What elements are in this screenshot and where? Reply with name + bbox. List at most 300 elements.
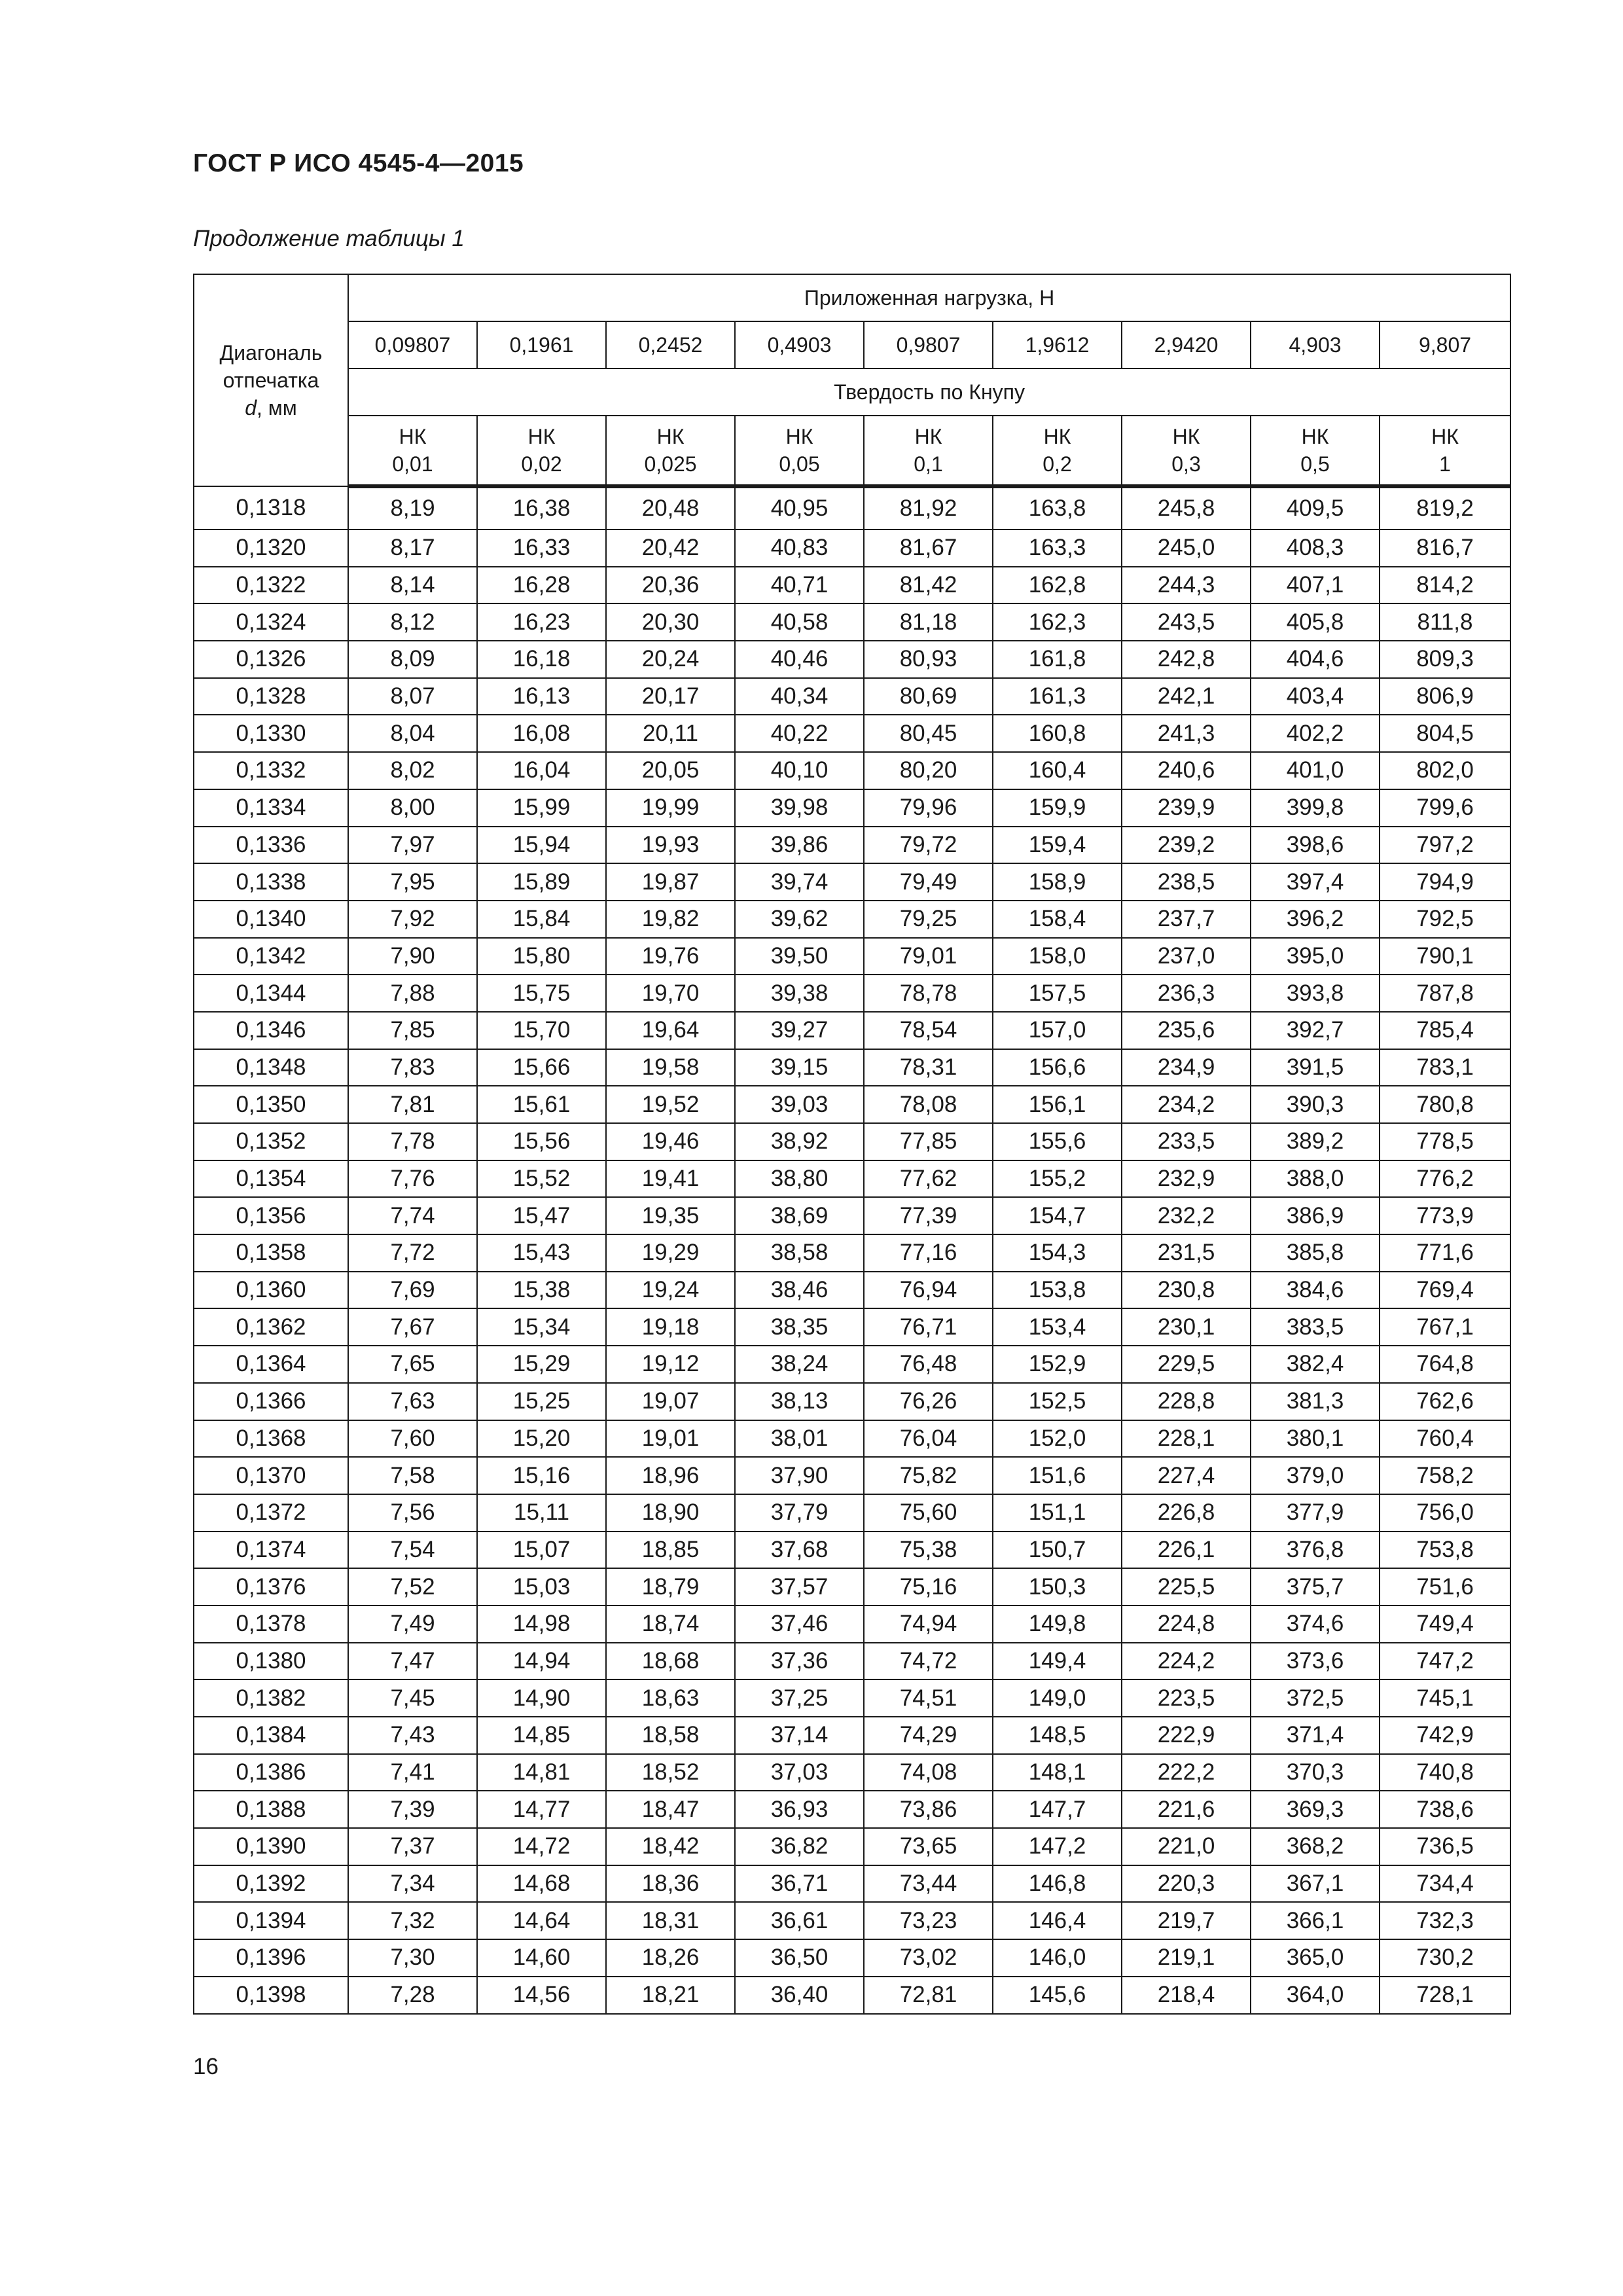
hardness-cell: 7,63: [348, 1383, 477, 1420]
hardness-cell: 18,68: [606, 1643, 735, 1680]
hardness-cell: 223,5: [1122, 1679, 1251, 1717]
hardness-cell: 231,5: [1122, 1234, 1251, 1272]
hardness-cell: 16,33: [477, 529, 606, 567]
hardness-cell: 37,25: [735, 1679, 864, 1717]
hardness-cell: 158,4: [993, 901, 1122, 938]
hardness-cell: 74,94: [864, 1605, 993, 1643]
hardness-cell: 79,72: [864, 827, 993, 864]
hardness-cell: 20,30: [606, 603, 735, 641]
scale-cell: [1122, 416, 1251, 486]
table-row: [194, 1197, 1510, 1234]
hardness-cell: 15,25: [477, 1383, 606, 1420]
hardness-cell: 776,2: [1380, 1160, 1510, 1198]
table-row: [194, 486, 1510, 529]
table-row: [194, 1977, 1510, 2014]
hardness-cell: 403,4: [1251, 678, 1380, 715]
hardness-cell: 19,76: [606, 938, 735, 975]
hardness-cell: 38,80: [735, 1160, 864, 1198]
hardness-cell: 163,8: [993, 486, 1122, 529]
table-row: [194, 1643, 1510, 1680]
hardness-cell: 811,8: [1380, 603, 1510, 641]
hardness-cell: 36,93: [735, 1791, 864, 1828]
hardness-cell: 14,72: [477, 1828, 606, 1865]
load-value-cell: 4,903: [1251, 321, 1380, 368]
hardness-cell: 20,42: [606, 529, 735, 567]
hardness-cell: 233,5: [1122, 1123, 1251, 1160]
diagonal-column-header: [194, 274, 348, 486]
diagonal-cell: 0,1344: [194, 975, 348, 1012]
hardness-cell: 16,38: [477, 486, 606, 529]
hardness-cell: 8,04: [348, 715, 477, 752]
table-row: [194, 1717, 1510, 1754]
hardness-cell: 235,6: [1122, 1012, 1251, 1049]
hardness-cell: 37,03: [735, 1754, 864, 1791]
hardness-cell: 18,63: [606, 1679, 735, 1717]
hardness-header: Твердость по Кнупу: [348, 368, 1510, 416]
table-row: [194, 938, 1510, 975]
hardness-cell: 385,8: [1251, 1234, 1380, 1272]
diagonal-cell: 0,1378: [194, 1605, 348, 1643]
hardness-cell: 18,85: [606, 1532, 735, 1569]
scale-value: 0,3: [1171, 452, 1201, 476]
hardness-cell: 152,0: [993, 1420, 1122, 1458]
load-value-cell: 0,9807: [864, 321, 993, 368]
diagonal-cell: 0,1356: [194, 1197, 348, 1234]
hardness-cell: 242,8: [1122, 641, 1251, 678]
hardness-cell: 792,5: [1380, 901, 1510, 938]
hardness-cell: 19,70: [606, 975, 735, 1012]
diagonal-cell: 0,1326: [194, 641, 348, 678]
hardness-cell: 244,3: [1122, 567, 1251, 604]
hardness-cell: 373,6: [1251, 1643, 1380, 1680]
hardness-cell: 39,98: [735, 789, 864, 827]
hardness-cell: 18,21: [606, 1977, 735, 2014]
table-row: [194, 1939, 1510, 1977]
hardness-cell: 18,42: [606, 1828, 735, 1865]
load-value-cell: 0,4903: [735, 321, 864, 368]
hardness-cell: 18,47: [606, 1791, 735, 1828]
hardness-cell: 20,24: [606, 641, 735, 678]
hardness-cell: 73,86: [864, 1791, 993, 1828]
hardness-cell: 7,43: [348, 1717, 477, 1754]
hardness-cell: 39,86: [735, 827, 864, 864]
load-header: Приложенная нагрузка, Н: [348, 274, 1510, 321]
hardness-cell: 226,8: [1122, 1494, 1251, 1532]
hardness-cell: 14,81: [477, 1754, 606, 1791]
diagonal-cell: 0,1372: [194, 1494, 348, 1532]
diagonal-cell: 0,1360: [194, 1272, 348, 1309]
hardness-cell: 8,09: [348, 641, 477, 678]
diagonal-cell: 0,1390: [194, 1828, 348, 1865]
hardness-cell: 7,34: [348, 1865, 477, 1903]
diagonal-header-line1: Диагональ: [219, 341, 323, 365]
hardness-cell: 366,1: [1251, 1902, 1380, 1939]
diagonal-cell: 0,1368: [194, 1420, 348, 1458]
hardness-cell: 38,69: [735, 1197, 864, 1234]
hardness-cell: 162,3: [993, 603, 1122, 641]
hardness-cell: 7,54: [348, 1532, 477, 1569]
hardness-cell: 764,8: [1380, 1346, 1510, 1383]
hardness-cell: 245,0: [1122, 529, 1251, 567]
hardness-cell: 15,80: [477, 938, 606, 975]
hardness-cell: 14,56: [477, 1977, 606, 2014]
diagonal-cell: 0,1352: [194, 1123, 348, 1160]
hardness-cell: 232,2: [1122, 1197, 1251, 1234]
hardness-cell: 19,07: [606, 1383, 735, 1420]
load-value-cell: 1,9612: [993, 321, 1122, 368]
hardness-cell: 7,92: [348, 901, 477, 938]
scale-code: НК: [399, 425, 427, 448]
hardness-cell: 7,58: [348, 1457, 477, 1494]
hardness-cell: 751,6: [1380, 1568, 1510, 1605]
table-row: [194, 1308, 1510, 1346]
hardness-cell: 7,90: [348, 938, 477, 975]
hardness-cell: 159,4: [993, 827, 1122, 864]
hardness-cell: 40,83: [735, 529, 864, 567]
hardness-cell: 369,3: [1251, 1791, 1380, 1828]
hardness-cell: 149,0: [993, 1679, 1122, 1717]
hardness-cell: 758,2: [1380, 1457, 1510, 1494]
hardness-cell: 39,38: [735, 975, 864, 1012]
scale-value: 0,5: [1300, 452, 1330, 476]
hardness-cell: 19,99: [606, 789, 735, 827]
hardness-cell: 80,45: [864, 715, 993, 752]
hardness-cell: 78,08: [864, 1086, 993, 1123]
hardness-cell: 81,92: [864, 486, 993, 529]
hardness-cell: 384,6: [1251, 1272, 1380, 1309]
hardness-cell: 19,24: [606, 1272, 735, 1309]
hardness-cell: 16,13: [477, 678, 606, 715]
hardness-cell: 7,69: [348, 1272, 477, 1309]
hardness-cell: 77,85: [864, 1123, 993, 1160]
hardness-cell: 375,7: [1251, 1568, 1380, 1605]
scale-code: НК: [785, 425, 813, 448]
table-head: [194, 274, 1510, 486]
scale-value: 1: [1439, 452, 1451, 476]
table-row: [194, 1272, 1510, 1309]
hardness-cell: 38,92: [735, 1123, 864, 1160]
hardness-cell: 241,3: [1122, 715, 1251, 752]
table-row: [194, 1754, 1510, 1791]
hardness-cell: 389,2: [1251, 1123, 1380, 1160]
hardness-cell: 408,3: [1251, 529, 1380, 567]
diagonal-cell: 0,1364: [194, 1346, 348, 1383]
hardness-cell: 20,11: [606, 715, 735, 752]
hardness-cell: 234,9: [1122, 1049, 1251, 1086]
hardness-cell: 732,3: [1380, 1902, 1510, 1939]
hardness-cell: 7,28: [348, 1977, 477, 2014]
hardness-cell: 785,4: [1380, 1012, 1510, 1049]
hardness-cell: 15,61: [477, 1086, 606, 1123]
table-row: [194, 1679, 1510, 1717]
hardness-cell: 18,58: [606, 1717, 735, 1754]
hardness-cell: 7,83: [348, 1049, 477, 1086]
hardness-cell: 79,01: [864, 938, 993, 975]
diagonal-cell: 0,1380: [194, 1643, 348, 1680]
hardness-cell: 771,6: [1380, 1234, 1510, 1272]
hardness-cell: 15,47: [477, 1197, 606, 1234]
hardness-cell: 160,4: [993, 752, 1122, 789]
hardness-cell: 7,32: [348, 1902, 477, 1939]
hardness-cell: 74,29: [864, 1717, 993, 1754]
hardness-cell: 809,3: [1380, 641, 1510, 678]
hardness-cell: 37,14: [735, 1717, 864, 1754]
page-number: 16: [193, 2054, 219, 2079]
table-row: [194, 1234, 1510, 1272]
hardness-cell: 158,9: [993, 863, 1122, 901]
hardness-cell: 15,43: [477, 1234, 606, 1272]
hardness-cell: 18,90: [606, 1494, 735, 1532]
table-row: [194, 1346, 1510, 1383]
hardness-cell: 18,31: [606, 1902, 735, 1939]
hardness-cell: 222,2: [1122, 1754, 1251, 1791]
hardness-cell: 38,24: [735, 1346, 864, 1383]
hardness-cell: 79,96: [864, 789, 993, 827]
hardness-cell: 797,2: [1380, 827, 1510, 864]
hardness-cell: 736,5: [1380, 1828, 1510, 1865]
diagonal-cell: 0,1358: [194, 1234, 348, 1272]
hardness-cell: 154,3: [993, 1234, 1122, 1272]
diagonal-cell: 0,1386: [194, 1754, 348, 1791]
diagonal-cell: 0,1332: [194, 752, 348, 789]
hardness-cell: 81,67: [864, 529, 993, 567]
diagonal-cell: 0,1362: [194, 1308, 348, 1346]
hardness-cell: 16,23: [477, 603, 606, 641]
hardness-cell: 237,0: [1122, 938, 1251, 975]
hardness-cell: 151,1: [993, 1494, 1122, 1532]
table-row: [194, 567, 1510, 604]
hardness-cell: 40,34: [735, 678, 864, 715]
hardness-cell: 804,5: [1380, 715, 1510, 752]
hardness-cell: 146,8: [993, 1865, 1122, 1903]
hardness-cell: 77,39: [864, 1197, 993, 1234]
diagonal-cell: 0,1382: [194, 1679, 348, 1717]
hardness-cell: 40,46: [735, 641, 864, 678]
diagonal-cell: 0,1342: [194, 938, 348, 975]
hardness-cell: 80,69: [864, 678, 993, 715]
hardness-cell: 383,5: [1251, 1308, 1380, 1346]
hardness-cell: 230,8: [1122, 1272, 1251, 1309]
hardness-cell: 147,2: [993, 1828, 1122, 1865]
hardness-cell: 74,51: [864, 1679, 993, 1717]
hardness-cell: 224,2: [1122, 1643, 1251, 1680]
diagonal-cell: 0,1396: [194, 1939, 348, 1977]
hardness-cell: 364,0: [1251, 1977, 1380, 2014]
hardness-cell: 7,67: [348, 1308, 477, 1346]
hardness-cell: 7,52: [348, 1568, 477, 1605]
hardness-cell: 14,60: [477, 1939, 606, 1977]
table-row: [194, 603, 1510, 641]
hardness-cell: 221,6: [1122, 1791, 1251, 1828]
hardness-cell: 388,0: [1251, 1160, 1380, 1198]
hardness-cell: 150,3: [993, 1568, 1122, 1605]
hardness-cell: 218,4: [1122, 1977, 1251, 2014]
hardness-cell: 78,31: [864, 1049, 993, 1086]
hardness-cell: 36,50: [735, 1939, 864, 1977]
hardness-cell: 379,0: [1251, 1457, 1380, 1494]
hardness-cell: 368,2: [1251, 1828, 1380, 1865]
hardness-cell: 738,6: [1380, 1791, 1510, 1828]
hardness-cell: 75,38: [864, 1532, 993, 1569]
hardness-cell: 16,28: [477, 567, 606, 604]
hardness-cell: 756,0: [1380, 1494, 1510, 1532]
table-caption: Продолжение таблицы 1: [193, 226, 465, 251]
scale-cell: [735, 416, 864, 486]
hardness-cell: 163,3: [993, 529, 1122, 567]
diagonal-cell: 0,1350: [194, 1086, 348, 1123]
hardness-cell: 760,4: [1380, 1420, 1510, 1458]
hardness-cell: 407,1: [1251, 567, 1380, 604]
hardness-cell: 8,19: [348, 486, 477, 529]
hardness-cell: 7,30: [348, 1939, 477, 1977]
hardness-cell: 40,71: [735, 567, 864, 604]
hardness-cell: 398,6: [1251, 827, 1380, 864]
hardness-cell: 76,48: [864, 1346, 993, 1383]
diagonal-cell: 0,1370: [194, 1457, 348, 1494]
hardness-cell: 234,2: [1122, 1086, 1251, 1123]
diagonal-cell: 0,1322: [194, 567, 348, 604]
diagonal-cell: 0,1324: [194, 603, 348, 641]
hardness-cell: 39,74: [735, 863, 864, 901]
hardness-cell: 19,12: [606, 1346, 735, 1383]
hardness-cell: 8,02: [348, 752, 477, 789]
table-row: [194, 1049, 1510, 1086]
table-row: [194, 975, 1510, 1012]
hardness-cell: 19,58: [606, 1049, 735, 1086]
hardness-cell: 243,5: [1122, 603, 1251, 641]
diagonal-cell: 0,1388: [194, 1791, 348, 1828]
hardness-cell: 14,98: [477, 1605, 606, 1643]
hardness-cell: 19,87: [606, 863, 735, 901]
diagonal-cell: 0,1346: [194, 1012, 348, 1049]
hardness-cell: 161,8: [993, 641, 1122, 678]
hardness-cell: 19,52: [606, 1086, 735, 1123]
table-row: [194, 1605, 1510, 1643]
hardness-cell: 18,36: [606, 1865, 735, 1903]
hardness-cell: 18,79: [606, 1568, 735, 1605]
hardness-cell: 401,0: [1251, 752, 1380, 789]
hardness-cell: 20,05: [606, 752, 735, 789]
hardness-cell: 767,1: [1380, 1308, 1510, 1346]
hardness-cell: 7,97: [348, 827, 477, 864]
hardness-cell: 155,2: [993, 1160, 1122, 1198]
hardness-cell: 7,60: [348, 1420, 477, 1458]
hardness-cell: 38,58: [735, 1234, 864, 1272]
hardness-cell: 153,8: [993, 1272, 1122, 1309]
hardness-cell: 14,68: [477, 1865, 606, 1903]
table-row: [194, 901, 1510, 938]
scale-value: 0,2: [1043, 452, 1072, 476]
hardness-cell: 7,81: [348, 1086, 477, 1123]
hardness-cell: 15,20: [477, 1420, 606, 1458]
diagonal-unit: , мм: [257, 396, 297, 420]
diagonal-cell: 0,1392: [194, 1865, 348, 1903]
hardness-cell: 16,08: [477, 715, 606, 752]
hardness-cell: 74,72: [864, 1643, 993, 1680]
diagonal-cell: 0,1354: [194, 1160, 348, 1198]
hardness-cell: 7,74: [348, 1197, 477, 1234]
hardness-cell: 15,03: [477, 1568, 606, 1605]
hardness-cell: 20,36: [606, 567, 735, 604]
hardness-cell: 37,46: [735, 1605, 864, 1643]
hardness-cell: 40,58: [735, 603, 864, 641]
diagonal-cell: 0,1374: [194, 1532, 348, 1569]
hardness-cell: 39,50: [735, 938, 864, 975]
hardness-cell: 79,25: [864, 901, 993, 938]
hardness-cell: 38,13: [735, 1383, 864, 1420]
hardness-cell: 147,7: [993, 1791, 1122, 1828]
hardness-cell: 37,90: [735, 1457, 864, 1494]
hardness-cell: 15,56: [477, 1123, 606, 1160]
hardness-cell: 7,95: [348, 863, 477, 901]
hardness-cell: 220,3: [1122, 1865, 1251, 1903]
scale-cell: [606, 416, 735, 486]
hardness-cell: 19,93: [606, 827, 735, 864]
hardness-cell: 146,4: [993, 1902, 1122, 1939]
hardness-cell: 37,68: [735, 1532, 864, 1569]
hardness-cell: 74,08: [864, 1754, 993, 1791]
hardness-cell: 15,94: [477, 827, 606, 864]
diagonal-variable: d: [245, 396, 257, 420]
hardness-cell: 240,6: [1122, 752, 1251, 789]
hardness-cell: 393,8: [1251, 975, 1380, 1012]
hardness-cell: 78,54: [864, 1012, 993, 1049]
hardness-cell: 7,39: [348, 1791, 477, 1828]
hardness-table: [193, 274, 1511, 2015]
table-row: [194, 1012, 1510, 1049]
hardness-cell: 73,65: [864, 1828, 993, 1865]
hardness-cell: 37,36: [735, 1643, 864, 1680]
diagonal-cell: 0,1318: [194, 486, 348, 529]
hardness-cell: 145,6: [993, 1977, 1122, 2014]
table-row: [194, 789, 1510, 827]
hardness-cell: 73,44: [864, 1865, 993, 1903]
hardness-cell: 18,96: [606, 1457, 735, 1494]
hardness-cell: 365,0: [1251, 1939, 1380, 1977]
diagonal-cell: 0,1338: [194, 863, 348, 901]
load-value-cell: 9,807: [1380, 321, 1510, 368]
hardness-cell: 237,7: [1122, 901, 1251, 938]
hardness-cell: 36,40: [735, 1977, 864, 2014]
hardness-cell: 747,2: [1380, 1643, 1510, 1680]
table-row: [194, 1532, 1510, 1569]
hardness-cell: 730,2: [1380, 1939, 1510, 1977]
hardness-cell: 75,82: [864, 1457, 993, 1494]
hardness-cell: 7,78: [348, 1123, 477, 1160]
hardness-cell: 8,14: [348, 567, 477, 604]
hardness-cell: 778,5: [1380, 1123, 1510, 1160]
hardness-cell: 153,4: [993, 1308, 1122, 1346]
scale-value: 0,025: [644, 452, 697, 476]
diagonal-cell: 0,1348: [194, 1049, 348, 1086]
scale-code: НК: [527, 425, 556, 448]
diagonal-cell: 0,1336: [194, 827, 348, 864]
hardness-cell: 37,57: [735, 1568, 864, 1605]
hardness-cell: 18,26: [606, 1939, 735, 1977]
hardness-cell: 224,8: [1122, 1605, 1251, 1643]
hardness-cell: 794,9: [1380, 863, 1510, 901]
diagonal-header-line3: [194, 394, 348, 422]
hardness-cell: 238,5: [1122, 863, 1251, 901]
table-row: [194, 1086, 1510, 1123]
table-row: [194, 1865, 1510, 1903]
hardness-cell: 745,1: [1380, 1679, 1510, 1717]
hardness-cell: 73,23: [864, 1902, 993, 1939]
hardness-cell: 19,64: [606, 1012, 735, 1049]
scale-cell: [1251, 416, 1380, 486]
scale-code: НК: [1043, 425, 1071, 448]
hardness-cell: 81,18: [864, 603, 993, 641]
